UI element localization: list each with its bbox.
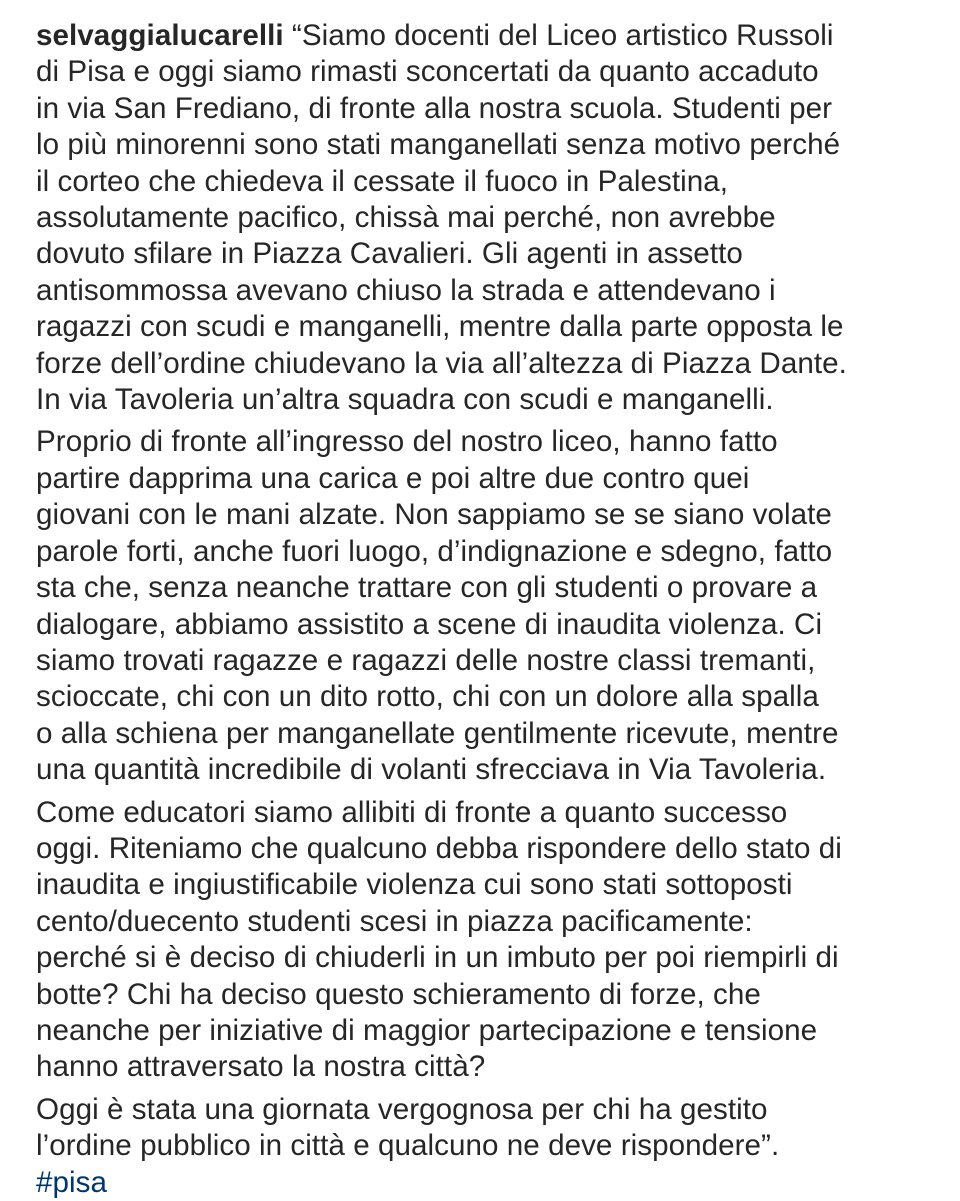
caption-line: partire dapprima una carica e poi altre due contro quei [36,461,750,495]
caption-line: forze dell’ordine chiudevano la via all’altezza di Piazza Dante. [36,346,847,380]
caption-line: sta che, senza neanche trattare con gli studenti o provare a [36,571,818,605]
caption-line: Proprio di fronte all’ingresso del nostro liceo, hanno fatto [36,425,778,459]
caption-line: selvaggialucarelli “Siamo docenti del Liceo artistico Russoli [36,19,834,52]
hashtag-link[interactable]: #pisa [36,1165,107,1199]
caption-line: assolutamente pacifico, chissà mai perché, non avrebbe [36,201,776,235]
caption-line: dovuto sfilare in Piazza Cavalieri. Gli agenti in assetto [36,237,743,271]
caption-line: giovani con le mani alzate. Non sappiamo se se siano volate [36,498,832,532]
caption-line: scioccate, chi con un dito rotto, chi con un dolore alla spalla [36,680,819,714]
caption-line: parole forti, anche fuori luogo, d’indignazione e sdegno, fatto [36,534,833,568]
caption-line: Oggi è stata una giornata vergognosa per chi ha gestito [36,1092,768,1126]
caption-line: di Pisa e oggi siamo rimasti sconcertati da quanto accaduto [36,55,819,89]
caption-line: dialogare, abbiamo assistito a scene di inaudita violenza. Ci [36,607,823,641]
caption-line: cento/duecento studenti scesi in piazza pacificamente: [36,904,753,938]
caption-line: siamo trovati ragazze e ragazzi delle nostre classi tremanti, [36,643,816,677]
caption-line: ragazzi con scudi e manganelli, mentre dalla parte opposta le [36,310,844,344]
caption-line: In via Tavoleria un’altra squadra con scudi e manganelli. [36,383,774,417]
username-link[interactable]: selvaggialucarelli [36,19,284,52]
caption-line: in via San Frediano, di fronte alla nostra scuola. Studenti per [36,91,833,125]
post-caption [36,18,936,1201]
caption-line: botte? Chi ha deciso questo schieramento di forze, che [36,977,761,1011]
caption-line: il corteo che chiedeva il cessate il fuoco in Palestina, [36,164,729,198]
caption-line: una quantità incredibile di volanti sfrecciava in Via Tavoleria. [36,753,827,787]
caption-line: oggi. Riteniamo che qualcuno debba rispondere dello stato di [36,831,842,865]
caption-line: lo più minorenni sono stati manganellati senza motivo perché [36,128,841,162]
caption-line: hanno attraversato la nostra città? [36,1050,486,1084]
caption-line: neanche per iniziative di maggior partecipazione e tensione [36,1013,818,1047]
caption-paragraph-3 [36,795,936,1086]
caption-line: o alla schiena per manganellate gentilmente ricevute, mentre [36,716,839,750]
caption-line: Come educatori siamo allibiti di fronte a quanto successo [36,795,788,829]
caption-line: antisommossa avevano chiuso la strada e attendevano i [36,273,776,307]
caption-line: inaudita e ingiustificabile violenza cui sono stati sottoposti [36,868,793,902]
caption-paragraph-2 [36,424,936,788]
caption-paragraph-4 [36,1092,936,1165]
caption-line: l’ordine pubblico in città e qualcuno ne deve rispondere”. [36,1129,780,1163]
caption-line: perché si è deciso di chiuderli in un imbuto per poi riempirli di [36,941,839,975]
caption-paragraph-1 [36,18,936,418]
